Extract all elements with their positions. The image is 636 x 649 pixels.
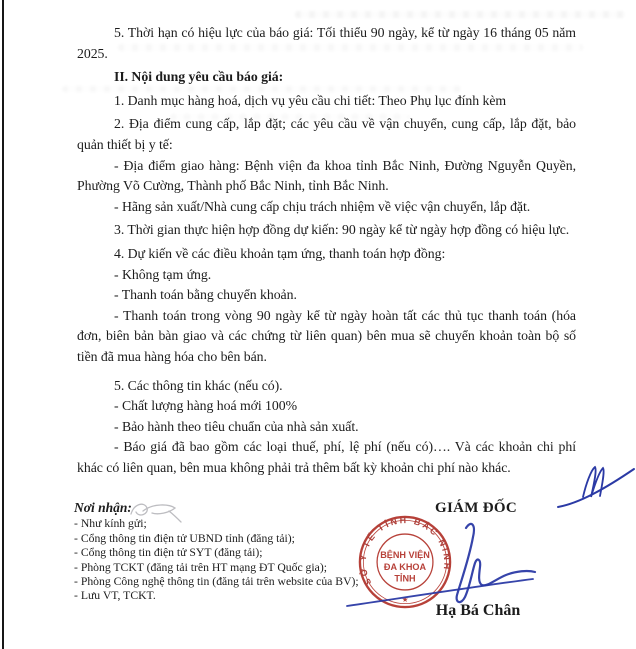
bullet-price-inclusive: - Báo giá đã bao gồm các loại thuế, phí, lệ phí (nếu có)…. Và các khoản chi phí khác có liên quan, bên mua không phải trả thêm bất kỳ khoản chi phí nào khác.: [77, 439, 576, 475]
paragraph-delivery-location: 2. Địa điểm cung cấp, lắp đặt; các yêu cầu về vận chuyển, cung cấp, lắp đặt, bảo quản thiết bị y tế:: [77, 116, 576, 152]
pencil-annotation: [125, 499, 183, 525]
recipient-item: - Lưu VT, TCKT.: [74, 589, 156, 603]
bullet-payment-window: - Thanh toán trong vòng 90 ngày kể từ ngày hoàn tất các thủ tục thanh toán (hóa đơn, biên bản bàn giao và các chứng từ liên quan) bên mua sẽ chuyển khoản toàn bộ số tiền đã mua hàng hóa cho bên bán.: [77, 307, 576, 364]
scan-artifact: [295, 11, 625, 18]
recipient-item: - Phòng Công nghệ thông tin (đăng tải trên website của BV);: [74, 575, 359, 589]
recipient-item: - Như kính gửi;: [74, 517, 147, 531]
seal-center-line3: TỈNH: [394, 573, 416, 584]
bullet-bank-transfer: - Thanh toán bằng chuyển khoản.: [114, 287, 297, 303]
bullet-quality: - Chất lượng hàng hoá mới 100%: [114, 398, 298, 414]
recipients-label: Nơi nhận:: [74, 500, 132, 515]
paragraph-payment-terms: 4. Dự kiến về các điều khoản tạm ứng, thanh toán hợp đồng:: [114, 245, 446, 261]
paragraph-validity: 5. Thời hạn có hiệu lực của báo giá: Tối thiểu 90 ngày, kể từ ngày 16 tháng 05 năm 2025.: [77, 25, 576, 61]
bullet-no-advance: - Không tạm ứng.: [114, 266, 212, 282]
document-body: [77, 23, 576, 478]
seal-ring-text: SỞ Y TẾ TỈNH BẮC NINH: [357, 515, 453, 587]
recipient-item: - Cổng thông tin điện tử UBND tỉnh (đăng tải);: [74, 531, 295, 545]
paragraph-item-list: 1. Danh mục hàng hoá, dịch vụ yêu cầu chi tiết: Theo Phụ lục đính kèm: [114, 92, 507, 108]
paragraph-other-info: 5. Các thông tin khác (nếu có).: [114, 377, 283, 393]
bullet-warranty: - Bảo hành theo tiêu chuẩn của nhà sản xuất.: [114, 418, 359, 434]
signature-title: GIÁM ĐỐC: [435, 500, 517, 516]
bullet-manufacturer-responsibility: - Hãng sản xuất/Nhà cung cấp chịu trách nhiệm về việc vận chuyển, lắp đặt.: [114, 198, 531, 214]
recipient-item: - Cổng thông tin điện tử SYT (đăng tải);: [74, 546, 263, 560]
approval-initial: [550, 458, 636, 513]
seal-center-line2: ĐA KHOA: [383, 561, 427, 572]
seal-center-line1: BỆNH VIỆN: [380, 550, 430, 561]
section-heading: II. Nội dung yêu cầu báo giá:: [114, 69, 284, 85]
recipient-item: - Phòng TCKT (đăng tải trên HT mạng ĐT Quốc gia);: [74, 560, 327, 574]
director-signature: [335, 515, 545, 615]
page-left-border: [2, 0, 4, 649]
bullet-delivery-address: - Địa điểm giao hàng: Bệnh viện đa khoa tỉnh Bắc Ninh, Đường Nguyễn Quyền, Phường Võ Cường, Thành phố Bắc Ninh, tỉnh Bắc Ninh.: [77, 157, 576, 194]
seal-star-icon: ★: [401, 595, 409, 605]
paragraph-contract-duration: 3. Thời gian thực hiện hợp đồng dự kiến: 90 ngày kể từ ngày hợp đồng có hiệu lực.: [114, 222, 570, 238]
signer-name: Hạ Bá Chân: [435, 602, 521, 619]
